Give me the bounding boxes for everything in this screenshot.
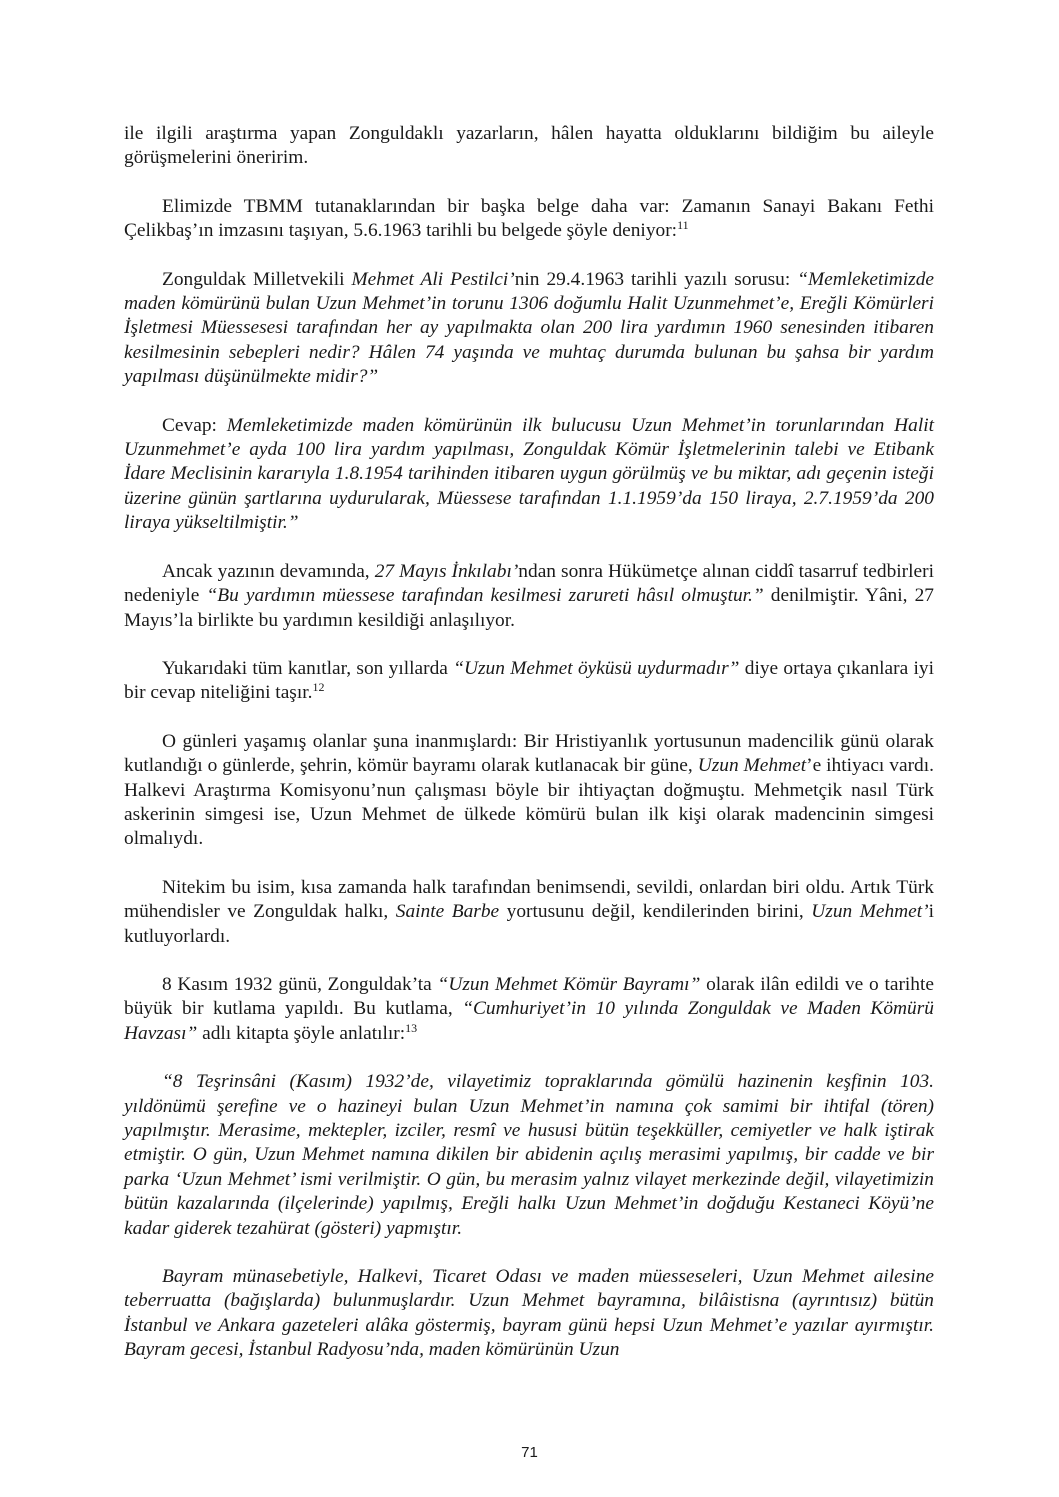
paragraph-6-lead: Yukarıdaki tüm kanıtlar, son yıllarda [162, 657, 454, 679]
paragraph-8 [124, 876, 934, 949]
quote-paragraph-1-text: “8 Teşrinsâni (Kasım) 1932’de, vilayetimiz topraklarında gömülü hazinenin keşfinin 103. yıldönümü şerefine ve o hazineyi bulan Uzun Mehmet’in namına çok samimi bir ihtifal (tören) yapılmıştır. Merasime, mektepler, izciler, resmî ve hususi bütün teşekküller, cemiyetler ve halk iştirak etmiştir. O gün, Uzun Mehmet namına dikilen bir abidenin açılış merasimi yapılmış, bir cadde ve bir parka ‘Uzun Mehmet’ ismi verilmiştir. O gün, bu merasim yalnız vilayet merkezinde değil, vilayetimizin bütün kazalarında (ilçelerinde) yapılmış, Ereğli halkı Uzun Mehmet’in doğduğu Kestaneci Köyü’ne kadar giderek tezahürat (gösteri) yapmıştır. [124, 1071, 934, 1239]
paragraph-3-lead: Zonguldak Milletvekili [162, 268, 352, 290]
paragraph-3 [124, 268, 934, 390]
paragraph-8-name: Uzun Mehmet’ [811, 901, 929, 923]
footnote-ref-12[interactable]: 12 [312, 680, 325, 695]
paragraph-7 [124, 730, 934, 852]
paragraph-8-tail: i kutluyorlardı. [124, 901, 935, 947]
paragraph-1 [124, 122, 934, 171]
paragraph-8-mid: yortusunu değil, kendilerinden birini, [499, 901, 812, 923]
revolution-name: 27 Mayıs İnkılabı’ [374, 560, 519, 582]
sainte-barbe: Sainte Barbe [395, 901, 500, 923]
paragraph-8-lead: Nitekim bu isim, kısa zamanda halk tarafından benimsendi, sevildi, onlardan biri oldu. Artık Türk mühendisler ve Zonguldak halkı, [124, 876, 934, 923]
answer-label: Cevap: [162, 414, 227, 436]
book-title: “Cumhuriyet’in 10 yılında Zonguldak ve Maden Kömürü Havzası” [124, 998, 934, 1044]
quote-paragraph-2-text: Bayram münasebetiyle, Halkevi, Ticaret Odası ve maden müesseseleri, Uzun Mehmet ailesine teberruatta (bağışlarda) bulunmuşlardır. Uzun Mehmet bayramına, bilâistisna (ayrıntısız) bütün İstanbul ve Ankara gazeteleri alâka göstermiş, bayram günü hepsi Uzun Mehmet’e yazılar ayırmıştır. Bayram gecesi, İstanbul Radyosu’nda, maden kömürünün Uzun [124, 1266, 934, 1361]
paragraph-1-text: ile ilgili araştırma yapan Zonguldaklı yazarların, hâlen hayatta olduklarını bildiğim bu aileyle görüşmelerini öneririm. [124, 123, 934, 169]
paragraph-4 [124, 414, 934, 536]
quote-paragraph-1 [124, 1070, 934, 1241]
deputy-name: Mehmet Ali Pestilci’ [351, 268, 515, 290]
document-body [124, 122, 934, 1363]
paragraph-5-mid: ndan sonra Hükümetçe alınan ciddî tasarruf tedbirleri nedeniyle [124, 560, 934, 607]
paragraph-5-lead: Ancak yazının devamında, [162, 560, 375, 582]
paragraph-5-tail: denilmiştir. Yâni, 27 Mayıs’la birlikte bu yardımın kesildiği anlaşılıyor. [124, 585, 934, 631]
page-number: 71 [521, 1444, 538, 1461]
footnote-ref-13[interactable]: 13 [405, 1020, 418, 1035]
paragraph-9-lead: 8 Kasım 1932 günü, Zonguldak’ta [162, 973, 438, 995]
paragraph-6-tail: diye ortaya çıkanlara iyi bir cevap niteliğini taşır. [124, 657, 934, 704]
quote-paragraph-2 [124, 1265, 934, 1363]
paragraph-3-mid: nin 29.4.1963 tarihli yazılı sorusu: [514, 268, 798, 290]
paragraph-7-lead: O günleri yaşamış olanlar şuna inanmışlardı: Bir Hristiyanlık yortusunun madencilik günü olarak kutlandığı o günlerde, şehrin, kömür bayramı olarak kutlanacak bir güne, [124, 730, 934, 777]
paragraph-7-name: Uzun Mehmet [697, 755, 807, 777]
paragraph-9-tail: adlı kitapta şöyle anlatılır: [197, 1022, 406, 1044]
paragraph-2-text: Elimizde TBMM tutanaklarından bir başka belge daha var: Zamanın Sanayi Bakanı Fethi Çelikbaş’ın imzasını taşıyan, 5.6.1963 tarihli bu belgede şöyle deniyor: [124, 195, 934, 242]
paragraph-5-quote: “Bu yardımın müessese tarafından kesilmesi zarureti hâsıl olmuştur.” [206, 585, 764, 607]
paragraph-6 [124, 657, 934, 706]
question-quote: “Memleketimizde maden kömürünü bulan Uzun Mehmet’in torunu 1306 doğumlu Halit Uzunmehmet’e, Ereğli Kömürleri İşletmesi Müessesesi tarafından her ay yapılmakta olan 200 lira yardımın 1960 senesinden itibaren kesilmesinin sebepleri nedir? Hâlen 74 yaşında ve muhtaç durumda bulunan bu şahsa bir yardım yapılması düşünülmekte midir?” [124, 268, 935, 388]
festival-name: “Uzun Mehmet Kömür Bayramı” [437, 973, 701, 995]
paragraph-9 [124, 973, 934, 1046]
paragraph-9-mid: olarak ilân edildi ve o tarihte büyük bir kutlama yapıldı. Bu kutlama, [124, 973, 934, 1020]
paragraph-7-tail: ’e ihtiyacı vardı. Halkevi Araştırma Komisyonu’nun çalışması böyle bir ihtiyaçtan doğmuştu. Mehmetçik nasıl Türk askerinin simgesi ise, Uzun Mehmet de ülkede kömürü bulan ilk kişi olarak madencinin simgesi olmalıydı. [124, 755, 934, 850]
paragraph-5 [124, 560, 934, 633]
paragraph-2 [124, 195, 934, 244]
paragraph-6-quote: “Uzun Mehmet öyküsü uydurmadır” [453, 657, 740, 679]
answer-quote: Memleketimizde maden kömürünün ilk bulucusu Uzun Mehmet’in torunlarından Halit Uzunmehmet’e ayda 100 lira yardım yapılması, Zonguldak Kömür İşletmelerinin talebi ve Etibank İdare Meclisinin kararıyla 1.8.1954 tarihinden itibaren uygun görülmüş ve bu miktar, adı geçenin isteği üzerine günün şartlarına uydurularak, Müessese tarafından 1.1.1959’da 150 liraya, 2.7.1959’da 200 liraya yükseltilmiştir.” [124, 414, 934, 534]
footnote-ref-11[interactable]: 11 [677, 218, 689, 233]
